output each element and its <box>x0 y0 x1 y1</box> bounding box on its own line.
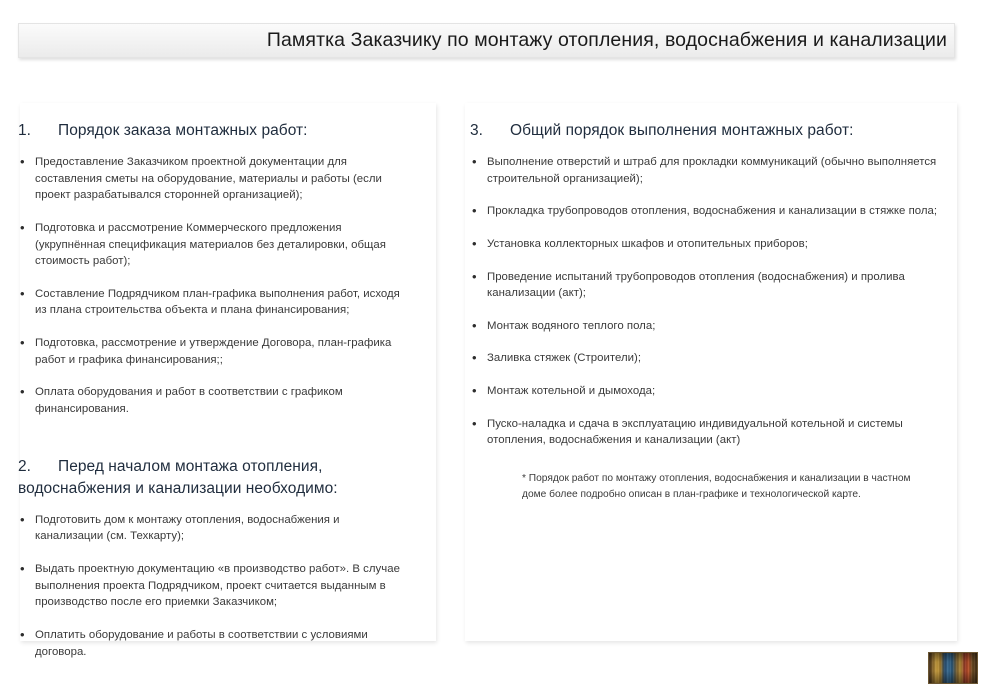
list-item: • Выполнение отверстий и штраб для прокладки коммуникаций (обычно выполняется строительной организацией); <box>470 154 946 187</box>
document-title-bar <box>18 23 955 58</box>
list-item: • Предоставление Заказчиком проектной документации для составления сметы на оборудование, материалы и работы (если проект разрабатывался сторонней организацией); <box>18 154 420 204</box>
list-item: • Составление Подрядчиком план-графика выполнения работ, исходя из плана строительства объекта и плана финансирования; <box>18 286 420 319</box>
section-1-number: 1. <box>18 122 32 139</box>
section-1-heading <box>18 120 420 142</box>
list-item: • Оплатить оборудование и работы в соответствии с условиями договора. <box>18 627 420 660</box>
page-title: Памятка Заказчику по монтажу отопления, водоснабжения и канализации <box>266 29 947 51</box>
section-3-list <box>470 154 946 449</box>
section-2-heading <box>18 456 420 500</box>
list-item: • Монтаж котельной и дымохода; <box>470 383 946 400</box>
list-item: • Проведение испытаний трубопроводов отопления (водоснабжения) и пролива канализации (акт); <box>470 269 946 302</box>
list-item: • Подготовка, рассмотрение и утверждение Договора, план-графика работ и графика финансирования;; <box>18 335 420 368</box>
section-2-title: Перед началом монтажа отопления, водоснабжения и канализации необходимо: <box>18 457 338 497</box>
section-1-list <box>18 154 420 418</box>
list-item: • Монтаж водяного теплого пола; <box>470 318 946 335</box>
section-3-footnote: * Порядок работ по монтажу отопления, водоснабжения и канализации в частном доме более подробно описан в план-графике и технологической карте. <box>522 473 911 500</box>
list-item: • Установка коллекторных шкафов и отопительных приборов; <box>470 236 946 253</box>
section-2-list <box>18 512 420 660</box>
section-1-title: Порядок заказа монтажных работ: <box>58 122 308 139</box>
list-item: • Подготовить дом к монтажу отопления, водоснабжения и канализации (см. Техкарту); <box>18 512 420 545</box>
photo-shading-layer <box>929 653 977 683</box>
section-3-heading <box>470 120 946 142</box>
list-item: • Заливка стяжек (Строители); <box>470 350 946 367</box>
left-column <box>18 120 438 660</box>
list-item: • Пуско-наладка и сдача в эксплуатацию индивидуальной котельной и системы отопления, водоснабжения и канализации (акт) <box>470 416 946 449</box>
section-2-number: 2. <box>18 457 32 475</box>
list-item: • Оплата оборудования и работ в соответствии с графиком финансирования. <box>18 384 420 417</box>
section-3-number: 3. <box>470 122 484 139</box>
list-item: • Прокладка трубопроводов отопления, водоснабжения и канализации в стяжке пола; <box>470 203 946 220</box>
boiler-room-photo-thumbnail <box>928 652 978 684</box>
right-column <box>470 120 960 503</box>
list-item: • Подготовка и рассмотрение Коммерческого предложения (укрупнённая спецификация материалов без деталировки, общая стоимость работ); <box>18 220 420 270</box>
list-item: • Выдать проектную документацию «в производство работ». В случае выполнения проекта Подрядчиком, проект считается выданным в производство после его приемки Заказчиком; <box>18 561 420 611</box>
section-3-title: Общий порядок выполнения монтажных работ: <box>510 122 854 139</box>
